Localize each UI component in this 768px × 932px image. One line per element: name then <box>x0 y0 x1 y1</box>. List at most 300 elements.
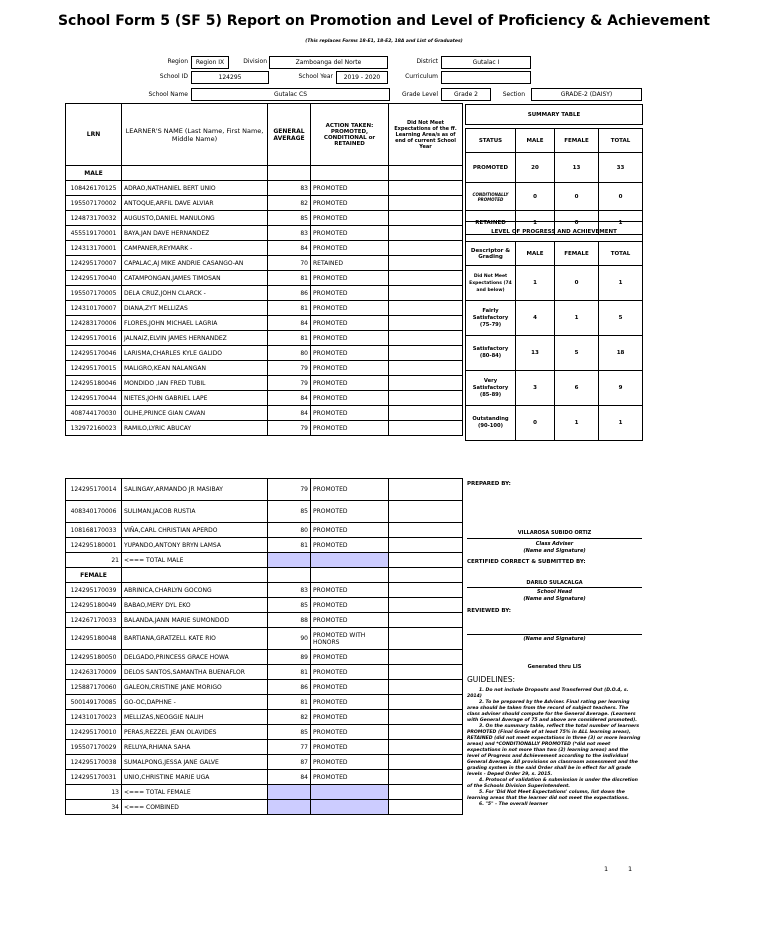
learner-row <box>66 196 463 211</box>
learner-row <box>66 376 463 391</box>
learner-lrn: 124295170039 <box>66 583 122 598</box>
progress-total: 18 <box>599 336 643 371</box>
male-rows-page2 <box>66 479 463 553</box>
learner-did-not-meet <box>389 316 463 331</box>
learner-general-average: 70 <box>268 256 311 271</box>
head-signature-line <box>467 587 642 588</box>
adviser-signature-line <box>467 538 642 539</box>
learner-lrn: 124295180050 <box>66 650 122 665</box>
learner-did-not-meet <box>389 680 463 695</box>
learner-row <box>66 628 463 650</box>
learner-action-taken: PROMOTED <box>311 598 389 613</box>
learner-action-taken: PROMOTED <box>311 301 389 316</box>
progress-female: 5 <box>555 336 599 371</box>
progress-female: 1 <box>555 301 599 336</box>
school-year-field: 2019 - 2020 <box>336 71 388 84</box>
learner-lrn: 195507170002 <box>66 196 122 211</box>
learner-general-average: 81 <box>268 301 311 316</box>
learner-row <box>66 331 463 346</box>
learner-lrn: 124295170044 <box>66 391 122 406</box>
learner-lrn: 124295170016 <box>66 331 122 346</box>
learner-general-average: 79 <box>268 361 311 376</box>
guidelines-title: GUIDELINES: <box>467 675 516 684</box>
learner-name: VIÑA,CARL CHRISTIAN APERDO <box>122 523 268 538</box>
learner-did-not-meet <box>389 256 463 271</box>
progress-male: 13 <box>516 336 555 371</box>
adviser-name: VILLAROSA SUBIDO ORTIZ <box>517 530 592 536</box>
learner-name: SUMALPONG,JESSA JANE GALVE <box>122 755 268 770</box>
summary-header-total: TOTAL <box>599 129 643 153</box>
learner-general-average: 82 <box>268 710 311 725</box>
learner-did-not-meet <box>389 538 463 553</box>
learner-action-taken: PROMOTED <box>311 376 389 391</box>
learner-general-average: 81 <box>268 665 311 680</box>
learner-did-not-meet <box>389 331 463 346</box>
learner-lrn: 124295170040 <box>66 271 122 286</box>
learner-did-not-meet <box>389 598 463 613</box>
learner-action-taken: PROMOTED <box>311 665 389 680</box>
learner-row <box>66 391 463 406</box>
learner-general-average: 84 <box>268 241 311 256</box>
guideline-item: 6. "5" - The overall learner <box>479 802 548 807</box>
learner-lrn: 408744170030 <box>66 406 122 421</box>
learner-row <box>66 271 463 286</box>
learner-did-not-meet <box>389 628 463 650</box>
learner-lrn: 124310170023 <box>66 710 122 725</box>
progress-male: 1 <box>516 266 555 301</box>
progress-header-descriptor: Descriptor & Grading <box>466 242 516 266</box>
learner-lrn: 500149170085 <box>66 695 122 710</box>
learner-action-taken: PROMOTED <box>311 316 389 331</box>
progress-table <box>465 221 643 441</box>
learner-row <box>66 710 463 725</box>
learner-did-not-meet <box>389 710 463 725</box>
learner-lrn: 124295170038 <box>66 755 122 770</box>
school-name-label: School Name <box>148 91 188 98</box>
total-combined-label: <=== COMBINED <box>122 800 268 815</box>
learner-lrn: 124310170007 <box>66 301 122 316</box>
summary-row <box>466 183 643 211</box>
learner-name: MELLIZAS,NEOGGIE NALIH <box>122 710 268 725</box>
learner-action-taken: PROMOTED <box>311 538 389 553</box>
learner-action-taken: PROMOTED <box>311 710 389 725</box>
learner-row <box>66 523 463 538</box>
summary-title: SUMMARY TABLE <box>466 105 643 125</box>
learner-row <box>66 650 463 665</box>
learner-general-average: 86 <box>268 680 311 695</box>
learner-row <box>66 211 463 226</box>
learner-action-taken: PROMOTED <box>311 181 389 196</box>
learner-row <box>66 598 463 613</box>
page-number-current: 1 <box>604 865 609 873</box>
learner-did-not-meet <box>389 613 463 628</box>
progress-row <box>466 301 643 336</box>
learner-action-taken: PROMOTED WITH HONORS <box>311 628 389 650</box>
summary-status: CONDITIONALLY PROMOTED <box>466 183 516 211</box>
summary-total: 0 <box>599 183 643 211</box>
progress-title: LEVEL OF PROGRESS AND ACHIEVEMENT <box>466 222 643 242</box>
learner-did-not-meet <box>389 376 463 391</box>
learner-lrn: 108168170033 <box>66 523 122 538</box>
col-action: ACTION TAKEN: PROMOTED, CONDITIONAL or RETAINED <box>311 104 389 166</box>
learner-general-average: 83 <box>268 583 311 598</box>
learner-did-not-meet <box>389 479 463 501</box>
region-label: Region <box>167 58 188 65</box>
learner-general-average: 90 <box>268 628 311 650</box>
progress-female: 1 <box>555 406 599 441</box>
school-id-label: School ID <box>159 73 188 80</box>
learner-name: MALIGRO,KEAN NALANGAN <box>122 361 268 376</box>
school-name-field: Gutalac CS <box>191 88 390 101</box>
learner-lrn: 124313170001 <box>66 241 122 256</box>
learner-did-not-meet <box>389 241 463 256</box>
learner-lrn: 108426170125 <box>66 181 122 196</box>
learner-lrn: 124295170046 <box>66 346 122 361</box>
form-title: School Form 5 (SF 5) Report on Promotion and Level of Proficiency & Achievement <box>57 13 711 29</box>
progress-female: 6 <box>555 371 599 406</box>
learner-lrn: 124295180048 <box>66 628 122 650</box>
learner-name: CATAMPONGAN,JAMES TIMOSAN <box>122 271 268 286</box>
learner-row <box>66 226 463 241</box>
learner-general-average: 81 <box>268 331 311 346</box>
learner-general-average: 86 <box>268 286 311 301</box>
learner-name: SALINGAY,ARMANDO JR MASIBAY <box>122 479 268 501</box>
learner-row <box>66 501 463 523</box>
progress-female: 0 <box>555 266 599 301</box>
prepared-by-label: PREPARED BY: <box>467 481 511 487</box>
summary-status: RETAINED <box>466 211 516 235</box>
adviser-note: (Name and Signature) <box>523 548 586 554</box>
progress-rows <box>466 266 643 441</box>
progress-row <box>466 371 643 406</box>
progress-row <box>466 336 643 371</box>
learner-row <box>66 770 463 785</box>
total-male-label: <=== TOTAL MALE <box>122 553 268 568</box>
total-male-row <box>66 553 463 568</box>
learner-did-not-meet <box>389 665 463 680</box>
division-field: Zamboanga del Norte <box>269 56 388 69</box>
curriculum-label: Curriculum <box>405 73 438 80</box>
progress-descriptor: Did Not Meet Expectations (74 and below) <box>466 266 516 301</box>
learner-general-average: 89 <box>268 650 311 665</box>
learner-action-taken: PROMOTED <box>311 755 389 770</box>
learner-general-average: 80 <box>268 523 311 538</box>
learner-general-average: 85 <box>268 598 311 613</box>
progress-male: 4 <box>516 301 555 336</box>
learner-row <box>66 725 463 740</box>
learner-did-not-meet <box>389 301 463 316</box>
female-rows <box>66 583 463 785</box>
col-average: GENERAL AVERAGE <box>268 104 311 166</box>
learner-name: NIETES,JOHN GABRIEL LAPE <box>122 391 268 406</box>
learner-lrn: 408340170006 <box>66 501 122 523</box>
learner-action-taken: PROMOTED <box>311 241 389 256</box>
learner-name: ANTOQUE,ARFIL DAVE ALVIAR <box>122 196 268 211</box>
learner-general-average: 80 <box>268 346 311 361</box>
learner-row <box>66 181 463 196</box>
learner-did-not-meet <box>389 650 463 665</box>
learner-lrn: 124295180046 <box>66 376 122 391</box>
learner-lrn: 195507170029 <box>66 740 122 755</box>
guidelines-list <box>467 688 642 808</box>
learner-name: CAPALAC,AJ MIKE ANDRIE CASANGO-AN <box>122 256 268 271</box>
learner-name: UNIO,CHRISTINE MARIE UGA <box>122 770 268 785</box>
summary-header-male: MALE <box>516 129 555 153</box>
learner-action-taken: PROMOTED <box>311 650 389 665</box>
learner-name: ABRINICA,CHARLYN GOCONG <box>122 583 268 598</box>
learner-action-taken: PROMOTED <box>311 211 389 226</box>
learner-row <box>66 406 463 421</box>
learner-action-taken: PROMOTED <box>311 361 389 376</box>
learner-action-taken: PROMOTED <box>311 346 389 361</box>
grade-level-field: Grade 2 <box>441 88 491 101</box>
school-id-field: 124295 <box>191 71 269 84</box>
learner-row <box>66 479 463 501</box>
learner-general-average: 83 <box>268 226 311 241</box>
learner-name: SULIMAN,JACOB RUSTIA <box>122 501 268 523</box>
learner-action-taken: PROMOTED <box>311 583 389 598</box>
learner-action-taken: PROMOTED <box>311 725 389 740</box>
learner-general-average: 88 <box>268 613 311 628</box>
col-name: LEARNER'S NAME (Last Name, First Name, Middle Name) <box>122 104 268 166</box>
learner-general-average: 87 <box>268 755 311 770</box>
guideline-item: 3. On the summary table, reflect the total number of learners PROMOTED (Final Grade of at least 75% in ALL learning areas), RETAINED (did not meet expectations in three (3) or more learning areas) and *CONDITIONALLY PROMOTED (*did not meet expectations in not more than two (2) learning areas) and the level of Progress and Achievement according to the individual General Average. All provisions on classroom assessment and the grading system in the said Order shall be in effect for all grade levels - Deped Order 29, s. 2015. <box>467 724 641 777</box>
learner-did-not-meet <box>389 725 463 740</box>
learner-action-taken: PROMOTED <box>311 523 389 538</box>
learner-name: RAMILO,LYRIC ABUCAY <box>122 421 268 436</box>
learner-lrn: 124267170033 <box>66 613 122 628</box>
grade-level-label: Grade Level <box>401 91 438 98</box>
learner-action-taken: PROMOTED <box>311 613 389 628</box>
adviser-role: Class Adviser <box>535 541 574 547</box>
progress-row <box>466 266 643 301</box>
learner-general-average: 79 <box>268 376 311 391</box>
learner-action-taken: PROMOTED <box>311 391 389 406</box>
summary-total: 33 <box>599 153 643 183</box>
learner-did-not-meet <box>389 196 463 211</box>
learner-name: CAMPANER,REYMARK - <box>122 241 268 256</box>
learner-lrn: 124295170031 <box>66 770 122 785</box>
learner-lrn: 124295180049 <box>66 598 122 613</box>
generated-note: Generated thru LIS <box>527 664 582 670</box>
summary-male: 20 <box>516 153 555 183</box>
summary-male: 0 <box>516 183 555 211</box>
learner-did-not-meet <box>389 583 463 598</box>
learner-lrn: 125887170060 <box>66 680 122 695</box>
learner-lrn: 132972160023 <box>66 421 122 436</box>
summary-status: PROMOTED <box>466 153 516 183</box>
female-section-label: FEMALE <box>66 568 122 583</box>
learner-general-average: 79 <box>268 421 311 436</box>
learner-did-not-meet <box>389 421 463 436</box>
learner-row <box>66 256 463 271</box>
learner-action-taken: PROMOTED <box>311 406 389 421</box>
progress-total: 1 <box>599 266 643 301</box>
progress-descriptor: Satisfactory (80-84) <box>466 336 516 371</box>
summary-female: 0 <box>555 183 599 211</box>
learner-name: OLIHE,PRINCE GIAN CAVAN <box>122 406 268 421</box>
certified-label: CERTIFIED CORRECT & SUBMITTED BY: <box>467 559 586 565</box>
learner-row <box>66 346 463 361</box>
total-combined-row <box>66 800 463 815</box>
total-male-count: 21 <box>66 553 122 568</box>
progress-header-male: MALE <box>516 242 555 266</box>
learner-general-average: 84 <box>268 770 311 785</box>
head-note: (Name and Signature) <box>523 596 586 602</box>
summary-total: 1 <box>599 211 643 235</box>
form-subtitle: (This replaces Forms 18-E1, 18-E2, 18A and List of Graduates) <box>305 39 463 44</box>
school-year-label: School Year <box>298 73 333 80</box>
learner-did-not-meet <box>389 755 463 770</box>
col-lrn: LRN <box>66 104 122 166</box>
learner-lrn: 124295170015 <box>66 361 122 376</box>
guideline-item: 4. Protocol of validation & submission is under the discretion of the Schools Division Superintendent. <box>467 778 638 789</box>
learner-general-average: 82 <box>268 196 311 211</box>
learner-lrn: 124295170014 <box>66 479 122 501</box>
male-section-label: MALE <box>66 166 122 181</box>
learner-row <box>66 583 463 598</box>
learner-did-not-meet <box>389 406 463 421</box>
learner-lrn: 124873170032 <box>66 211 122 226</box>
summary-table <box>465 104 643 235</box>
learner-row <box>66 361 463 376</box>
reviewed-by-label: REVIEWED BY: <box>467 608 511 614</box>
learner-name: BALANDA,JANN MARIE SUMONDOD <box>122 613 268 628</box>
learner-name: GO-OC,DAPHNE - <box>122 695 268 710</box>
learner-general-average: 85 <box>268 501 311 523</box>
summary-male: 1 <box>516 211 555 235</box>
summary-female: 0 <box>555 211 599 235</box>
learner-name: DELGADO,PRINCESS GRACE HOWA <box>122 650 268 665</box>
summary-header-female: FEMALE <box>555 129 599 153</box>
learner-lrn: 195507170005 <box>66 286 122 301</box>
learner-lrn: 455519170001 <box>66 226 122 241</box>
learner-action-taken: PROMOTED <box>311 695 389 710</box>
learner-did-not-meet <box>389 361 463 376</box>
learner-action-taken: RETAINED <box>311 256 389 271</box>
summary-row <box>466 153 643 183</box>
learner-row <box>66 316 463 331</box>
learner-did-not-meet <box>389 181 463 196</box>
learner-name: FLORES,JOHN MICHAEL LAGRIA <box>122 316 268 331</box>
learner-name: LARISMA,CHARLES KYLE GALIDO <box>122 346 268 361</box>
section-field: GRADE-2 (DAISY) <box>531 88 642 101</box>
page-number-total: 1 <box>628 865 633 873</box>
learner-general-average: 85 <box>268 725 311 740</box>
learner-did-not-meet <box>389 740 463 755</box>
learner-name: DELA CRUZ,JOHN CLARCK - <box>122 286 268 301</box>
progress-total: 5 <box>599 301 643 336</box>
total-female-label: <=== TOTAL FEMALE <box>122 785 268 800</box>
male-rows-page1 <box>66 181 463 436</box>
learner-action-taken: PROMOTED <box>311 740 389 755</box>
learner-action-taken: PROMOTED <box>311 196 389 211</box>
learner-row <box>66 286 463 301</box>
learner-action-taken: PROMOTED <box>311 271 389 286</box>
progress-descriptor: Fairly Satisfactory (75-79) <box>466 301 516 336</box>
learner-name: MONDIDO ,IAN FRED TUBIL <box>122 376 268 391</box>
progress-header-total: TOTAL <box>599 242 643 266</box>
learner-name: JALNAIZ,ELVIN JAMES HERNANDEZ <box>122 331 268 346</box>
learner-lrn: 124263170009 <box>66 665 122 680</box>
district-field: Gutalac I <box>441 56 531 69</box>
learner-action-taken: PROMOTED <box>311 331 389 346</box>
progress-total: 9 <box>599 371 643 406</box>
learner-general-average: 85 <box>268 211 311 226</box>
reviewer-signature-line <box>467 634 642 635</box>
division-label: Division <box>243 58 267 65</box>
learner-row <box>66 538 463 553</box>
progress-row <box>466 406 643 441</box>
learner-did-not-meet <box>389 271 463 286</box>
learner-general-average: 84 <box>268 316 311 331</box>
district-label: District <box>416 58 438 65</box>
learner-action-taken: PROMOTED <box>311 421 389 436</box>
learner-row <box>66 421 463 436</box>
guideline-item: 2. To be prepared by the Adviser. Final rating per learning area should be taken from the record of subject teachers. The class adviser should compute for the General Average. (Learners with General Average of 75 and above are considered promoted). <box>467 700 638 723</box>
learner-general-average: 81 <box>268 695 311 710</box>
progress-male: 0 <box>516 406 555 441</box>
learner-did-not-meet <box>389 770 463 785</box>
progress-header-female: FEMALE <box>555 242 599 266</box>
learner-name: AUGUSTO,DANIEL MANULONG <box>122 211 268 226</box>
learner-name: RELUYA,RHIANA SAHA <box>122 740 268 755</box>
learner-general-average: 77 <box>268 740 311 755</box>
learner-did-not-meet <box>389 523 463 538</box>
learner-row <box>66 740 463 755</box>
progress-male: 3 <box>516 371 555 406</box>
col-did-not-meet: Did Not Meet Expectations of the ff. Learning Area/s as of end of current School Year <box>389 104 463 166</box>
learner-name: BARTIANA,GRATZELL KATE RIO <box>122 628 268 650</box>
learner-name: BABAO,MERY DYL EKO <box>122 598 268 613</box>
learner-action-taken: PROMOTED <box>311 479 389 501</box>
learners-table-top <box>65 103 463 436</box>
learner-row <box>66 755 463 770</box>
learner-action-taken: PROMOTED <box>311 770 389 785</box>
learner-lrn: 124295170007 <box>66 256 122 271</box>
learner-did-not-meet <box>389 286 463 301</box>
learner-did-not-meet <box>389 695 463 710</box>
guideline-item: 5. For 'Did Not Meet Expectations' column, list down the learning areas that the learner did not meet the expectations. <box>467 790 629 801</box>
learner-general-average: 83 <box>268 181 311 196</box>
region-field: Region IX <box>191 56 229 69</box>
learner-name: GALEON,CRISTINE JANE MORIGO <box>122 680 268 695</box>
head-name: DARILO SULACALGA <box>526 580 583 586</box>
curriculum-field <box>441 71 531 84</box>
learner-name: YUPANDO,ANTONY BRYN LAMSA <box>122 538 268 553</box>
progress-total: 1 <box>599 406 643 441</box>
learner-name: BAYA,JAN DAVE HERNANDEZ <box>122 226 268 241</box>
section-label: Section <box>502 91 525 98</box>
learner-row <box>66 680 463 695</box>
guideline-item: 1. Do not include Dropouts and Transferred Out (D.O.4, s. 2014) <box>467 688 629 699</box>
learners-table-bottom <box>65 478 463 815</box>
progress-descriptor: Very Satisfactory (85-89) <box>466 371 516 406</box>
learner-did-not-meet <box>389 501 463 523</box>
learner-name: ADRAO,NATHANIEL BERT UNIO <box>122 181 268 196</box>
learner-name: PERAS,REZZEL JEAN OLAVIDES <box>122 725 268 740</box>
learner-row <box>66 301 463 316</box>
summary-header-status: STATUS <box>466 129 516 153</box>
learner-row <box>66 665 463 680</box>
learner-action-taken: PROMOTED <box>311 286 389 301</box>
learner-general-average: 81 <box>268 538 311 553</box>
head-role: School Head <box>537 589 572 595</box>
summary-female: 13 <box>555 153 599 183</box>
learner-did-not-meet <box>389 391 463 406</box>
learner-general-average: 84 <box>268 391 311 406</box>
total-female-count: 13 <box>66 785 122 800</box>
